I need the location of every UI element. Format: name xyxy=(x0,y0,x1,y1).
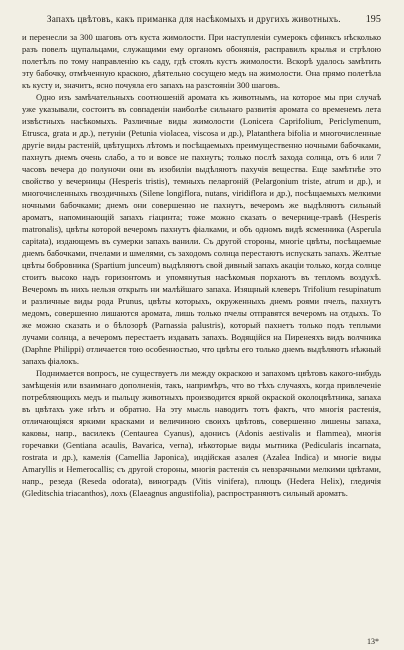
paragraph-flower-scent-timing: Одно изъ замѣчательныхъ соотношеній аромата къ животнымъ, на которое мы при случаѣ уже указывали, состоитъ въ совпаденіи наиболѣе сильнаго развитія аромата со временемъ лета извѣстныхъ насѣкомыхъ. Различные виды жимолости (Lonicera Caprifolium, Periclymenum, Etrusca, grata и др.), петуніи (Petunia violacea, viscosa и др.), Platanthera bifolia и многочисленные другіе виды растеній, цвѣтущихъ лѣтомъ и посѣщаемыхъ преимущественно ночными бабочками, пахнутъ днемъ очень слабо, а то и вовсе не пахнутъ; только послѣ захода солнца, отъ 6 или 7 часовъ вечера до полуночи они въ изобиліи выдѣляютъ пахучія вещества. Еще замѣтнѣе это свойство у вечерницы (Hesperis tristis), темныхъ пеларгоній (Pelargonium triste, atrum и др.), и многочисленныхъ гвоздичныхъ (Silene longiflora, nutans, viridiflora и др.), посѣщаемыхъ мелкими ночными бабочками; днемъ они совершенно не пахнутъ, вечеромъ же выдѣляютъ сильный ароматъ, напоминающій запахъ гіацинта; тоже можно сказать о вечернице-травѣ (Hesperis matronalis), цвѣты которой вечеромъ пахнутъ фіалками, и объ одномъ видѣ ясменника (Asperula capitata), издающемъ въ сумерки запахъ ванили. Съ другой стороны, многіе цвѣты, посѣщаемые днемъ бабочками, пчелами и шмелями, съ заходомъ солнца перестаютъ испускать запахъ. Желтые цвѣты бобровника (Spartium junceum) выдѣляютъ свой дивный запахъ акаціи только, когда солнце стоитъ высоко надъ горизонтомъ и упомянутыя насѣкомыя порхаютъ въ тепломъ воздухѣ. Вечеромъ въ нихъ нельзя открыть ни малѣйшаго запаха. Изящный клеверъ Trifolium resupinatum и различные виды рода Prunus, цвѣты которыхъ, окруженныхъ днемъ роями пчелъ, пахнутъ медомъ, совершенно лишаются аромата, лишь только пчелы отправятся вечеромъ на отдыхъ. То же можно сказать и о бѣлозорѣ (Parnassia palustris), который пахнетъ только подъ теплыми лучами солнца, а вечеромъ перестаетъ издавать запахъ. Водящійся на Пиренеяхъ видъ волчника (Daphne Philippi) отличается тою особенностью, что цвѣты его только днемъ выдѣляютъ нѣжный запахъ фіалокъ. xyxy=(22,92,381,366)
printer-signature: 13* xyxy=(367,637,379,646)
paragraph-color-vs-scent: Поднимается вопросъ, не существуетъ ли между окраскою и запахомъ цвѣтовъ какого-нибудь замѣщенія или взаимнаго дополненія, такъ, напримѣръ, что во тѣхъ случаяхъ, когда привлеченіе потребляющихъ медъ и пыльцу животныхъ производится яркой окраской околоцвѣтника, запаха въ цвѣтахъ уже нѣтъ и обратно. На эту мысль наводитъ тотъ фактъ, что многія растенія, отличающіяся яркими красками и величиною своихъ цвѣтовъ, совершенно лишены запаха, каковы, напр., василекъ (Centaurea Cyanus), адонисъ (Adonis aestivalis и flammea), многія горечавки (Gentiana acaulis, Bavarica, verna), нѣкоторые виды мытника (Pedicularis incarnata, rostrata и др.), камелія (Camellia Japonica), индійская азалея (Azalea Indica) и многіе виды Amaryllis и Hemerocallis; съ другой стороны, многія растенія съ невзрачными мелкими цвѣтами, напр., резеда (Reseda odorata), виноградъ (Vitis vinifera), плющъ (Hedera Helix), гледичія (Gleditschia triacanthos), лохъ (Elaeagnus angustifolia), распространяютъ сильный ароматъ. xyxy=(22,368,381,498)
paragraph-continuation: и перенесли за 300 шаговъ отъ куста жимолости. При наступленіи сумерокъ сфинксъ нѣсколько разъ повелъ щупальцами, служащими ему органомъ обонянія, расправилъ крылья и стрѣлою полетѣлъ по тому направленію къ саду, гдѣ стоялъ кустъ жимолости. Вскорѣ удалось замѣтить эту бабочку, отмѣченную краскою, дѣятельно сосущею медъ на жимолости. Она прямо полетѣла къ кусту и, значитъ, ясно почуяла его запахъ на разстояніи 300 шаговъ. xyxy=(22,32,381,90)
running-header xyxy=(22,14,381,25)
running-title: Запахъ цвѣтовъ, какъ приманка для насѣкомыхъ и другихъ животныхъ. xyxy=(46,14,341,24)
page-number: 195 xyxy=(365,14,381,25)
